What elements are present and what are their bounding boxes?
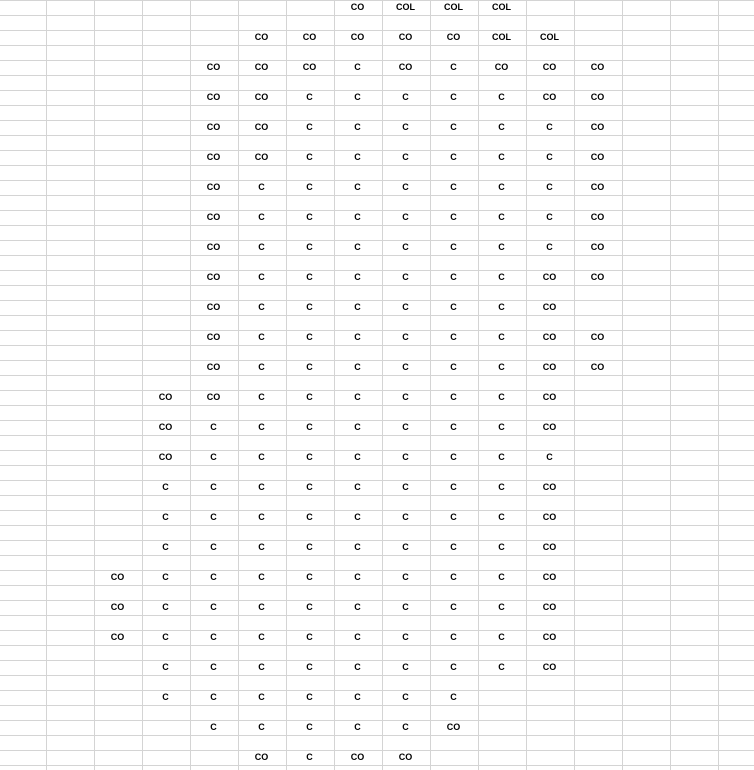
- cell-r32-c6[interactable]: C: [306, 482, 313, 492]
- cell-r30-c10[interactable]: C: [498, 452, 505, 462]
- cell-r34-c4[interactable]: C: [210, 512, 217, 522]
- cell-r40-c2[interactable]: CO: [110, 602, 125, 612]
- cell-r0-c10[interactable]: COL: [492, 2, 511, 12]
- cell-r44-c10[interactable]: C: [498, 662, 505, 672]
- cell-r40-c4[interactable]: C: [210, 602, 217, 612]
- cell-r10-c9[interactable]: C: [450, 152, 457, 162]
- cell-r36-c8[interactable]: C: [402, 542, 409, 552]
- cell-r38-c10[interactable]: C: [498, 572, 505, 582]
- cell-r24-c6[interactable]: C: [306, 362, 313, 372]
- cell-r20-c4[interactable]: CO: [206, 302, 221, 312]
- cell-r46-c8[interactable]: C: [402, 692, 409, 702]
- cell-r12-c11[interactable]: C: [546, 182, 553, 192]
- cell-r12-c8[interactable]: C: [402, 182, 409, 192]
- cell-r42-c8[interactable]: C: [402, 632, 409, 642]
- cell-r8-c11[interactable]: C: [546, 122, 553, 132]
- cell-r26-c9[interactable]: C: [450, 392, 457, 402]
- cell-r8-c12[interactable]: CO: [590, 122, 605, 132]
- cell-r26-c8[interactable]: C: [402, 392, 409, 402]
- cell-r34-c6[interactable]: C: [306, 512, 313, 522]
- cell-r8-c6[interactable]: C: [306, 122, 313, 132]
- cell-r14-c10[interactable]: C: [498, 212, 505, 222]
- cell-r40-c6[interactable]: C: [306, 602, 313, 612]
- cell-r36-c6[interactable]: C: [306, 542, 313, 552]
- cell-r22-c4[interactable]: CO: [206, 332, 221, 342]
- cell-r42-c4[interactable]: C: [210, 632, 217, 642]
- cell-r4-c5[interactable]: CO: [254, 62, 269, 72]
- cell-r18-c10[interactable]: C: [498, 272, 505, 282]
- cell-r20-c10[interactable]: C: [498, 302, 505, 312]
- cell-r48-c5[interactable]: C: [258, 722, 265, 732]
- cell-r40-c11[interactable]: CO: [542, 602, 557, 612]
- cell-r18-c12[interactable]: CO: [590, 272, 605, 282]
- cell-r2-c8[interactable]: CO: [398, 32, 413, 42]
- cell-r34-c7[interactable]: C: [354, 512, 361, 522]
- cell-r26-c11[interactable]: CO: [542, 392, 557, 402]
- cell-r30-c4[interactable]: C: [210, 452, 217, 462]
- cell-r34-c9[interactable]: C: [450, 512, 457, 522]
- cell-r6-c5[interactable]: CO: [254, 92, 269, 102]
- cell-r16-c6[interactable]: C: [306, 242, 313, 252]
- cell-r18-c4[interactable]: CO: [206, 272, 221, 282]
- cell-r28-c4[interactable]: C: [210, 422, 217, 432]
- cell-r48-c8[interactable]: C: [402, 722, 409, 732]
- cell-r42-c5[interactable]: C: [258, 632, 265, 642]
- cell-r4-c9[interactable]: C: [450, 62, 457, 72]
- cell-r22-c9[interactable]: C: [450, 332, 457, 342]
- cell-r46-c3[interactable]: C: [162, 692, 169, 702]
- cell-r42-c7[interactable]: C: [354, 632, 361, 642]
- cell-r24-c7[interactable]: C: [354, 362, 361, 372]
- cell-r8-c4[interactable]: CO: [206, 122, 221, 132]
- cell-r6-c12[interactable]: CO: [590, 92, 605, 102]
- cell-r10-c12[interactable]: CO: [590, 152, 605, 162]
- cell-r38-c8[interactable]: C: [402, 572, 409, 582]
- cell-r34-c3[interactable]: C: [162, 512, 169, 522]
- cell-r26-c5[interactable]: C: [258, 392, 265, 402]
- cell-r42-c2[interactable]: CO: [110, 632, 125, 642]
- cell-r32-c9[interactable]: C: [450, 482, 457, 492]
- cell-r18-c8[interactable]: C: [402, 272, 409, 282]
- cell-r28-c10[interactable]: C: [498, 422, 505, 432]
- cell-r48-c7[interactable]: C: [354, 722, 361, 732]
- cell-r6-c9[interactable]: C: [450, 92, 457, 102]
- cell-r40-c10[interactable]: C: [498, 602, 505, 612]
- cell-r24-c9[interactable]: C: [450, 362, 457, 372]
- cell-r14-c8[interactable]: C: [402, 212, 409, 222]
- cell-r14-c9[interactable]: C: [450, 212, 457, 222]
- cell-r14-c5[interactable]: C: [258, 212, 265, 222]
- cell-r28-c9[interactable]: C: [450, 422, 457, 432]
- cell-r4-c11[interactable]: CO: [542, 62, 557, 72]
- cell-r44-c3[interactable]: C: [162, 662, 169, 672]
- cell-r24-c10[interactable]: C: [498, 362, 505, 372]
- cell-r4-c10[interactable]: CO: [494, 62, 509, 72]
- cell-r2-c10[interactable]: COL: [492, 32, 511, 42]
- cell-r44-c11[interactable]: CO: [542, 662, 557, 672]
- cell-r44-c5[interactable]: C: [258, 662, 265, 672]
- cell-r20-c7[interactable]: C: [354, 302, 361, 312]
- cell-r38-c5[interactable]: C: [258, 572, 265, 582]
- cell-r14-c7[interactable]: C: [354, 212, 361, 222]
- cell-r4-c12[interactable]: CO: [590, 62, 605, 72]
- cell-r40-c5[interactable]: C: [258, 602, 265, 612]
- cell-r38-c6[interactable]: C: [306, 572, 313, 582]
- cell-r18-c7[interactable]: C: [354, 272, 361, 282]
- cell-r20-c6[interactable]: C: [306, 302, 313, 312]
- cell-r24-c8[interactable]: C: [402, 362, 409, 372]
- cell-r22-c10[interactable]: C: [498, 332, 505, 342]
- cell-r26-c6[interactable]: C: [306, 392, 313, 402]
- cell-r4-c4[interactable]: CO: [206, 62, 221, 72]
- cell-r38-c11[interactable]: CO: [542, 572, 557, 582]
- cell-r50-c6[interactable]: C: [306, 752, 313, 762]
- cell-r30-c5[interactable]: C: [258, 452, 265, 462]
- cell-r12-c9[interactable]: C: [450, 182, 457, 192]
- cell-r36-c3[interactable]: C: [162, 542, 169, 552]
- cell-r34-c8[interactable]: C: [402, 512, 409, 522]
- cell-r12-c4[interactable]: CO: [206, 182, 221, 192]
- cell-r16-c10[interactable]: C: [498, 242, 505, 252]
- cell-r44-c9[interactable]: C: [450, 662, 457, 672]
- cell-r50-c7[interactable]: CO: [350, 752, 365, 762]
- cell-r16-c11[interactable]: C: [546, 242, 553, 252]
- cell-r30-c3[interactable]: CO: [158, 452, 173, 462]
- cell-r18-c6[interactable]: C: [306, 272, 313, 282]
- cell-r36-c10[interactable]: C: [498, 542, 505, 552]
- cell-r50-c5[interactable]: CO: [254, 752, 269, 762]
- cell-r48-c9[interactable]: CO: [446, 722, 461, 732]
- cell-r4-c6[interactable]: CO: [302, 62, 317, 72]
- cell-r22-c8[interactable]: C: [402, 332, 409, 342]
- cell-r12-c7[interactable]: C: [354, 182, 361, 192]
- cell-r44-c6[interactable]: C: [306, 662, 313, 672]
- cell-r2-c7[interactable]: CO: [350, 32, 365, 42]
- cell-r42-c3[interactable]: C: [162, 632, 169, 642]
- cell-r38-c2[interactable]: CO: [110, 572, 125, 582]
- cell-r32-c4[interactable]: C: [210, 482, 217, 492]
- cell-r30-c9[interactable]: C: [450, 452, 457, 462]
- cell-r26-c10[interactable]: C: [498, 392, 505, 402]
- cell-r20-c11[interactable]: CO: [542, 302, 557, 312]
- cell-r38-c9[interactable]: C: [450, 572, 457, 582]
- cell-r0-c8[interactable]: COL: [396, 2, 415, 12]
- cell-r38-c7[interactable]: C: [354, 572, 361, 582]
- cell-r44-c8[interactable]: C: [402, 662, 409, 672]
- cell-r2-c5[interactable]: CO: [254, 32, 269, 42]
- cell-r2-c11[interactable]: COL: [540, 32, 559, 42]
- cell-r46-c4[interactable]: C: [210, 692, 217, 702]
- cell-r28-c5[interactable]: C: [258, 422, 265, 432]
- cell-r0-c9[interactable]: COL: [444, 2, 463, 12]
- cell-r8-c9[interactable]: C: [450, 122, 457, 132]
- cell-r8-c10[interactable]: C: [498, 122, 505, 132]
- cell-r42-c10[interactable]: C: [498, 632, 505, 642]
- cell-r22-c11[interactable]: CO: [542, 332, 557, 342]
- cell-r12-c12[interactable]: CO: [590, 182, 605, 192]
- cell-r44-c4[interactable]: C: [210, 662, 217, 672]
- cell-r46-c7[interactable]: C: [354, 692, 361, 702]
- cell-r12-c6[interactable]: C: [306, 182, 313, 192]
- cell-r22-c6[interactable]: C: [306, 332, 313, 342]
- cell-r16-c5[interactable]: C: [258, 242, 265, 252]
- cell-r6-c7[interactable]: C: [354, 92, 361, 102]
- cell-r28-c6[interactable]: C: [306, 422, 313, 432]
- cell-r46-c9[interactable]: C: [450, 692, 457, 702]
- cell-r26-c7[interactable]: C: [354, 392, 361, 402]
- cell-r30-c8[interactable]: C: [402, 452, 409, 462]
- cell-r18-c11[interactable]: CO: [542, 272, 557, 282]
- cell-r34-c5[interactable]: C: [258, 512, 265, 522]
- cell-r32-c10[interactable]: C: [498, 482, 505, 492]
- cell-r10-c11[interactable]: C: [546, 152, 553, 162]
- cell-r42-c9[interactable]: C: [450, 632, 457, 642]
- cell-r20-c8[interactable]: C: [402, 302, 409, 312]
- cell-r18-c9[interactable]: C: [450, 272, 457, 282]
- cell-r14-c12[interactable]: CO: [590, 212, 605, 222]
- cell-r6-c11[interactable]: CO: [542, 92, 557, 102]
- cell-r10-c5[interactable]: CO: [254, 152, 269, 162]
- cell-r16-c12[interactable]: CO: [590, 242, 605, 252]
- cell-r40-c8[interactable]: C: [402, 602, 409, 612]
- cell-r36-c7[interactable]: C: [354, 542, 361, 552]
- cell-r30-c6[interactable]: C: [306, 452, 313, 462]
- cell-r6-c4[interactable]: CO: [206, 92, 221, 102]
- cell-r10-c6[interactable]: C: [306, 152, 313, 162]
- cell-r26-c3[interactable]: CO: [158, 392, 173, 402]
- cell-r8-c7[interactable]: C: [354, 122, 361, 132]
- cell-r6-c10[interactable]: C: [498, 92, 505, 102]
- cell-r36-c9[interactable]: C: [450, 542, 457, 552]
- cell-r10-c4[interactable]: CO: [206, 152, 221, 162]
- cell-r26-c4[interactable]: CO: [206, 392, 221, 402]
- cell-r36-c4[interactable]: C: [210, 542, 217, 552]
- cell-r40-c7[interactable]: C: [354, 602, 361, 612]
- cell-r42-c11[interactable]: CO: [542, 632, 557, 642]
- cell-r16-c4[interactable]: CO: [206, 242, 221, 252]
- cell-r32-c5[interactable]: C: [258, 482, 265, 492]
- cell-r4-c8[interactable]: CO: [398, 62, 413, 72]
- cell-r8-c8[interactable]: C: [402, 122, 409, 132]
- cell-r10-c7[interactable]: C: [354, 152, 361, 162]
- cell-r24-c11[interactable]: CO: [542, 362, 557, 372]
- cell-r2-c6[interactable]: CO: [302, 32, 317, 42]
- cell-r38-c3[interactable]: C: [162, 572, 169, 582]
- cell-r0-c7[interactable]: CO: [350, 2, 365, 12]
- cell-r8-c5[interactable]: CO: [254, 122, 269, 132]
- cell-r30-c11[interactable]: C: [546, 452, 553, 462]
- cell-r18-c5[interactable]: C: [258, 272, 265, 282]
- cell-r10-c10[interactable]: C: [498, 152, 505, 162]
- cell-r22-c7[interactable]: C: [354, 332, 361, 342]
- cell-r12-c5[interactable]: C: [258, 182, 265, 192]
- cell-r10-c8[interactable]: C: [402, 152, 409, 162]
- cell-r20-c9[interactable]: C: [450, 302, 457, 312]
- cell-r22-c12[interactable]: CO: [590, 332, 605, 342]
- cell-r40-c9[interactable]: C: [450, 602, 457, 612]
- cell-r16-c8[interactable]: C: [402, 242, 409, 252]
- cell-r14-c4[interactable]: CO: [206, 212, 221, 222]
- cell-r12-c10[interactable]: C: [498, 182, 505, 192]
- cell-r28-c11[interactable]: CO: [542, 422, 557, 432]
- cell-r24-c5[interactable]: C: [258, 362, 265, 372]
- cell-r46-c5[interactable]: C: [258, 692, 265, 702]
- cell-r40-c3[interactable]: C: [162, 602, 169, 612]
- cell-r38-c4[interactable]: C: [210, 572, 217, 582]
- cell-r32-c8[interactable]: C: [402, 482, 409, 492]
- cell-r48-c4[interactable]: C: [210, 722, 217, 732]
- cell-r42-c6[interactable]: C: [306, 632, 313, 642]
- cell-r14-c6[interactable]: C: [306, 212, 313, 222]
- cell-r14-c11[interactable]: C: [546, 212, 553, 222]
- cell-r34-c10[interactable]: C: [498, 512, 505, 522]
- cell-r32-c7[interactable]: C: [354, 482, 361, 492]
- cell-r28-c7[interactable]: C: [354, 422, 361, 432]
- cell-r36-c11[interactable]: CO: [542, 542, 557, 552]
- cell-r46-c6[interactable]: C: [306, 692, 313, 702]
- cell-r44-c7[interactable]: C: [354, 662, 361, 672]
- cell-r16-c9[interactable]: C: [450, 242, 457, 252]
- cell-r6-c6[interactable]: C: [306, 92, 313, 102]
- cell-r4-c7[interactable]: C: [354, 62, 361, 72]
- cell-r28-c3[interactable]: CO: [158, 422, 173, 432]
- cell-r16-c7[interactable]: C: [354, 242, 361, 252]
- cell-r2-c9[interactable]: CO: [446, 32, 461, 42]
- cell-r24-c4[interactable]: CO: [206, 362, 221, 372]
- cell-r36-c5[interactable]: C: [258, 542, 265, 552]
- cell-r24-c12[interactable]: CO: [590, 362, 605, 372]
- cell-r32-c3[interactable]: C: [162, 482, 169, 492]
- cell-r32-c11[interactable]: CO: [542, 482, 557, 492]
- cell-r48-c6[interactable]: C: [306, 722, 313, 732]
- cell-r34-c11[interactable]: CO: [542, 512, 557, 522]
- cell-r6-c8[interactable]: C: [402, 92, 409, 102]
- cell-r50-c8[interactable]: CO: [398, 752, 413, 762]
- cell-r22-c5[interactable]: C: [258, 332, 265, 342]
- cell-r20-c5[interactable]: C: [258, 302, 265, 312]
- cell-r30-c7[interactable]: C: [354, 452, 361, 462]
- cell-r28-c8[interactable]: C: [402, 422, 409, 432]
